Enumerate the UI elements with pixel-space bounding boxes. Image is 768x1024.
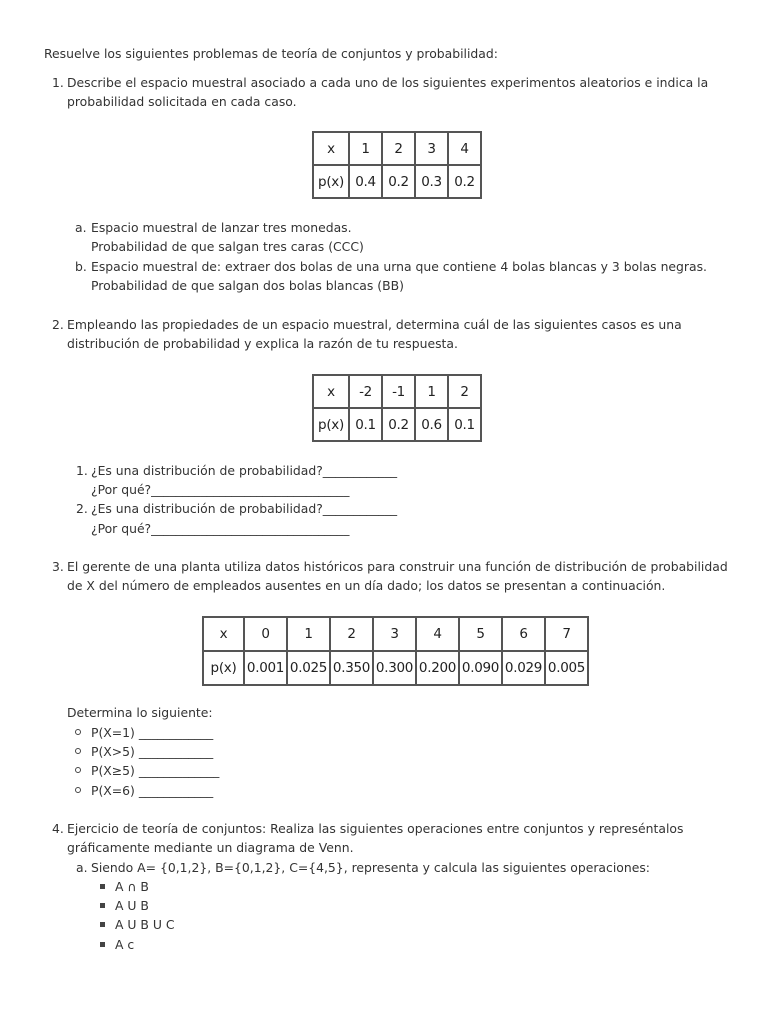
circle-bullet-icon bbox=[75, 767, 81, 773]
list-item: P(X>5) ____________ bbox=[91, 744, 214, 759]
table-cell: -1 bbox=[382, 375, 415, 408]
problem-3-table bbox=[202, 616, 589, 686]
table-cell: 2 bbox=[448, 375, 481, 408]
question-line: ¿Por qué?________________________________ bbox=[91, 521, 350, 536]
list-item: A ∩ B bbox=[115, 879, 149, 894]
table-cell: 0 bbox=[244, 617, 287, 651]
table-cell: 0.6 bbox=[415, 408, 448, 441]
problem-2-number: 2. bbox=[52, 317, 64, 332]
list-marker: a. bbox=[75, 220, 87, 235]
table-cell: 4 bbox=[416, 617, 459, 651]
table-cell: 0.001 bbox=[244, 651, 287, 685]
list-marker: a. bbox=[76, 860, 88, 875]
table-header-px: p(x) bbox=[313, 165, 349, 198]
table-row-x bbox=[313, 132, 481, 165]
circle-bullet-icon bbox=[75, 729, 81, 735]
table-cell: 0.1 bbox=[349, 408, 382, 441]
table-header-px: p(x) bbox=[313, 408, 349, 441]
problem-3-line-2: de X del número de empleados ausentes en un día dado; los datos se presentan a continuación. bbox=[67, 578, 666, 593]
problem-4-number: 4. bbox=[52, 821, 64, 836]
problem-3-number: 3. bbox=[52, 559, 64, 574]
table-cell: 0.2 bbox=[382, 408, 415, 441]
list-item: P(X=6) ____________ bbox=[91, 783, 214, 798]
table-cell: 0.029 bbox=[502, 651, 545, 685]
table-cell: 0.350 bbox=[330, 651, 373, 685]
table-cell: 7 bbox=[545, 617, 588, 651]
list-item: A U B U C bbox=[115, 917, 175, 932]
list-marker: 2. bbox=[76, 501, 88, 516]
table-cell: 5 bbox=[459, 617, 502, 651]
list-item: P(X≥5) _____________ bbox=[91, 763, 220, 778]
question-line: ¿Es una distribución de probabilidad?____________ bbox=[91, 463, 398, 478]
problem-4-line-1: Ejercicio de teoría de conjuntos: Realiza las siguientes operaciones entre conjuntos y represéntalos bbox=[67, 821, 684, 836]
problem-1-line-1: Describe el espacio muestral asociado a cada uno de los siguientes experimentos aleatorios e indica la bbox=[67, 75, 709, 90]
table-cell: 0.300 bbox=[373, 651, 416, 685]
table-row-x bbox=[313, 375, 481, 408]
list-item: A U B bbox=[115, 898, 149, 913]
table-cell: 0.025 bbox=[287, 651, 330, 685]
question-line: ¿Por qué?________________________________ bbox=[91, 482, 350, 497]
square-bullet-icon bbox=[100, 884, 105, 889]
table-header-x: x bbox=[313, 132, 349, 165]
table-header-px: p(x) bbox=[203, 651, 244, 685]
problem-2-table bbox=[312, 374, 482, 442]
problem-1-table bbox=[312, 131, 482, 199]
circle-bullet-icon bbox=[75, 787, 81, 793]
square-bullet-icon bbox=[100, 942, 105, 947]
table-cell: 0.005 bbox=[545, 651, 588, 685]
determine-label: Determina lo siguiente: bbox=[67, 705, 213, 720]
table-header-x: x bbox=[313, 375, 349, 408]
table-row-px bbox=[313, 165, 481, 198]
problem-4-line-2: gráficamente mediante un diagrama de Venn. bbox=[67, 840, 354, 855]
table-cell: 2 bbox=[382, 132, 415, 165]
table-cell: 0.2 bbox=[448, 165, 481, 198]
circle-bullet-icon bbox=[75, 748, 81, 754]
list-item: Siendo A= {0,1,2}, B={0,1,2}, C={4,5}, representa y calcula las siguientes operaciones: bbox=[91, 860, 650, 875]
question-line: ¿Es una distribución de probabilidad?____________ bbox=[91, 501, 398, 516]
table-cell: 1 bbox=[349, 132, 382, 165]
list-item: Probabilidad de que salgan tres caras (CCC) bbox=[91, 239, 364, 254]
problem-2-line-1: Empleando las propiedades de un espacio muestral, determina cuál de las siguientes casos es una bbox=[67, 317, 682, 332]
list-item: P(X=1) ____________ bbox=[91, 725, 214, 740]
problem-2-line-2: distribución de probabilidad y explica la razón de tu respuesta. bbox=[67, 336, 458, 351]
list-marker: 1. bbox=[76, 463, 88, 478]
table-cell: 0.4 bbox=[349, 165, 382, 198]
table-cell: 2 bbox=[330, 617, 373, 651]
square-bullet-icon bbox=[100, 903, 105, 908]
problem-1-line-2: probabilidad solicitada en cada caso. bbox=[67, 94, 297, 109]
table-row-x bbox=[203, 617, 588, 651]
table-cell: 6 bbox=[502, 617, 545, 651]
list-item: Probabilidad de que salgan dos bolas blancas (BB) bbox=[91, 278, 404, 293]
table-cell: 4 bbox=[448, 132, 481, 165]
square-bullet-icon bbox=[100, 922, 105, 927]
table-cell: 1 bbox=[287, 617, 330, 651]
table-header-x: x bbox=[203, 617, 244, 651]
table-cell: 3 bbox=[373, 617, 416, 651]
list-item: A c bbox=[115, 937, 135, 952]
table-cell: 0.090 bbox=[459, 651, 502, 685]
list-item: Espacio muestral de lanzar tres monedas. bbox=[91, 220, 352, 235]
intro-text: Resuelve los siguientes problemas de teoría de conjuntos y probabilidad: bbox=[44, 46, 498, 61]
table-cell: 0.1 bbox=[448, 408, 481, 441]
list-item: Espacio muestral de: extraer dos bolas de una urna que contiene 4 bolas blancas y 3 bolas negras. bbox=[91, 259, 707, 274]
table-cell: 0.2 bbox=[382, 165, 415, 198]
table-cell: 1 bbox=[415, 375, 448, 408]
table-row-px bbox=[203, 651, 588, 685]
table-cell: 0.3 bbox=[415, 165, 448, 198]
table-row-px bbox=[313, 408, 481, 441]
table-cell: 3 bbox=[415, 132, 448, 165]
table-cell: 0.200 bbox=[416, 651, 459, 685]
problem-1-number: 1. bbox=[52, 75, 64, 90]
list-marker: b. bbox=[75, 259, 87, 274]
table-cell: -2 bbox=[349, 375, 382, 408]
problem-3-line-1: El gerente de una planta utiliza datos históricos para construir una función de distribución de probabilidad bbox=[67, 559, 728, 574]
